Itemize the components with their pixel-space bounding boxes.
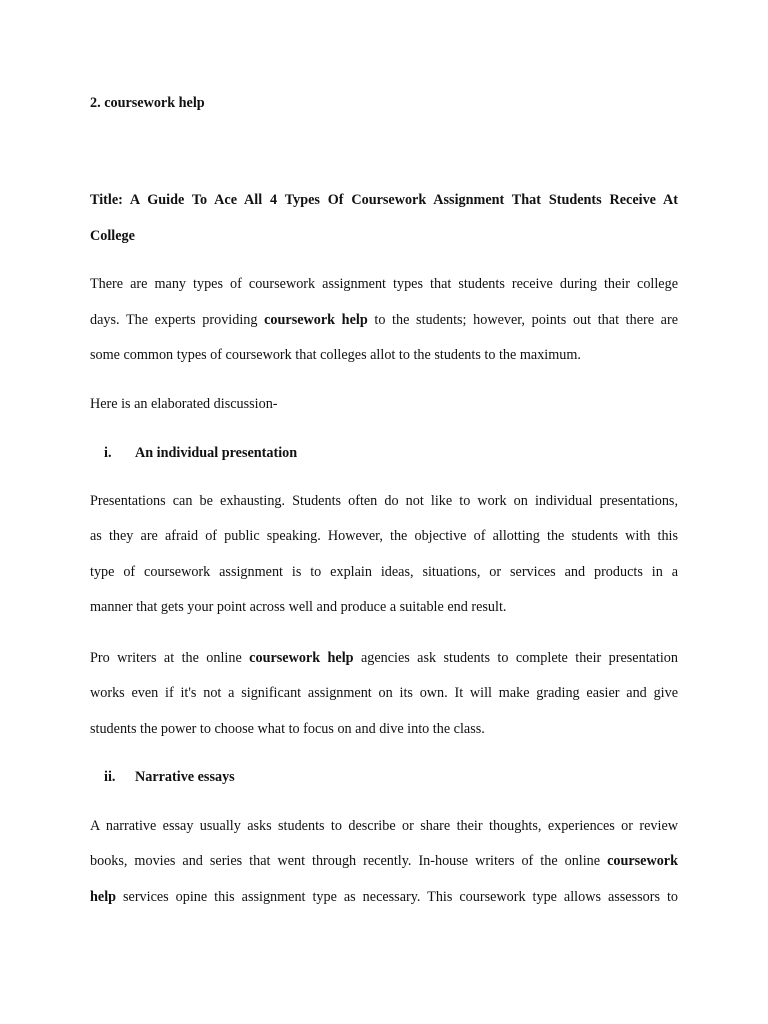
document-title-line-2: College — [90, 228, 135, 244]
section-1-para-1-line-3: type of coursework assignment is to explain ideas, situations, or services and products in a — [90, 564, 678, 580]
intro-line-3: some common types of coursework that colleges allot to the students to the maximum. — [90, 347, 581, 363]
intro-line-2-text-a: days. The experts providing — [90, 312, 265, 328]
intro-line-1: There are many types of coursework assignment types that students receive during their college — [90, 276, 678, 292]
section-1-para-2-text-a: Pro writers at the online — [90, 650, 250, 666]
section-1-para-1-line-2: as they are afraid of public speaking. However, the objective of allotting the students with this — [90, 528, 678, 544]
section-2-para-1-line-3 — [90, 888, 678, 906]
section-2-title: Narrative essays — [135, 769, 235, 785]
section-1-para-2-line-3: students the power to choose what to focus on and dive into the class. — [90, 721, 485, 737]
section-1-number: i. — [104, 445, 112, 461]
intro-line-2 — [90, 311, 678, 329]
section-2-para-1-line-1: A narrative essay usually asks students to describe or share their thoughts, experiences or review — [90, 818, 678, 834]
section-1-para-2-line-1 — [90, 649, 678, 667]
section-2-number: ii. — [104, 769, 116, 785]
section-2-para-1-line-2 — [90, 852, 678, 870]
section-1-para-1-line-4: manner that gets your point across well and produce a suitable end result. — [90, 599, 507, 615]
document-title-line-1: Title: A Guide To Ace All 4 Types Of Coursework Assignment That Students Receive At — [90, 192, 678, 208]
section-2-para-1-line-2-text: books, movies and series that went through recently. In-house writers of the online — [90, 853, 608, 869]
section-2-para-1-line-2-keyword: coursework — [607, 853, 678, 869]
intro-line-2-text-b: to the students; however, points out that there are — [367, 312, 678, 328]
section-1-para-2-keyword: coursework help — [249, 650, 354, 666]
section-1-para-1-line-1: Presentations can be exhausting. Students often do not like to work on individual presentations, — [90, 493, 678, 509]
section-1-title: An individual presentation — [135, 445, 298, 461]
section-2-para-1-line-3-text: services opine this assignment type as necessary. This coursework type allows assessors to — [116, 889, 678, 905]
section-2-para-1-line-3-keyword: help — [90, 889, 117, 905]
section-1-para-2-text-b: agencies ask students to complete their presentation — [353, 650, 678, 666]
lead-line: Here is an elaborated discussion- — [90, 396, 278, 412]
document-header: 2. coursework help — [90, 95, 205, 111]
intro-line-2-keyword: coursework help — [264, 312, 368, 328]
section-1-para-2-line-2: works even if it's not a significant assignment on its own. It will make grading easier and give — [90, 685, 678, 701]
